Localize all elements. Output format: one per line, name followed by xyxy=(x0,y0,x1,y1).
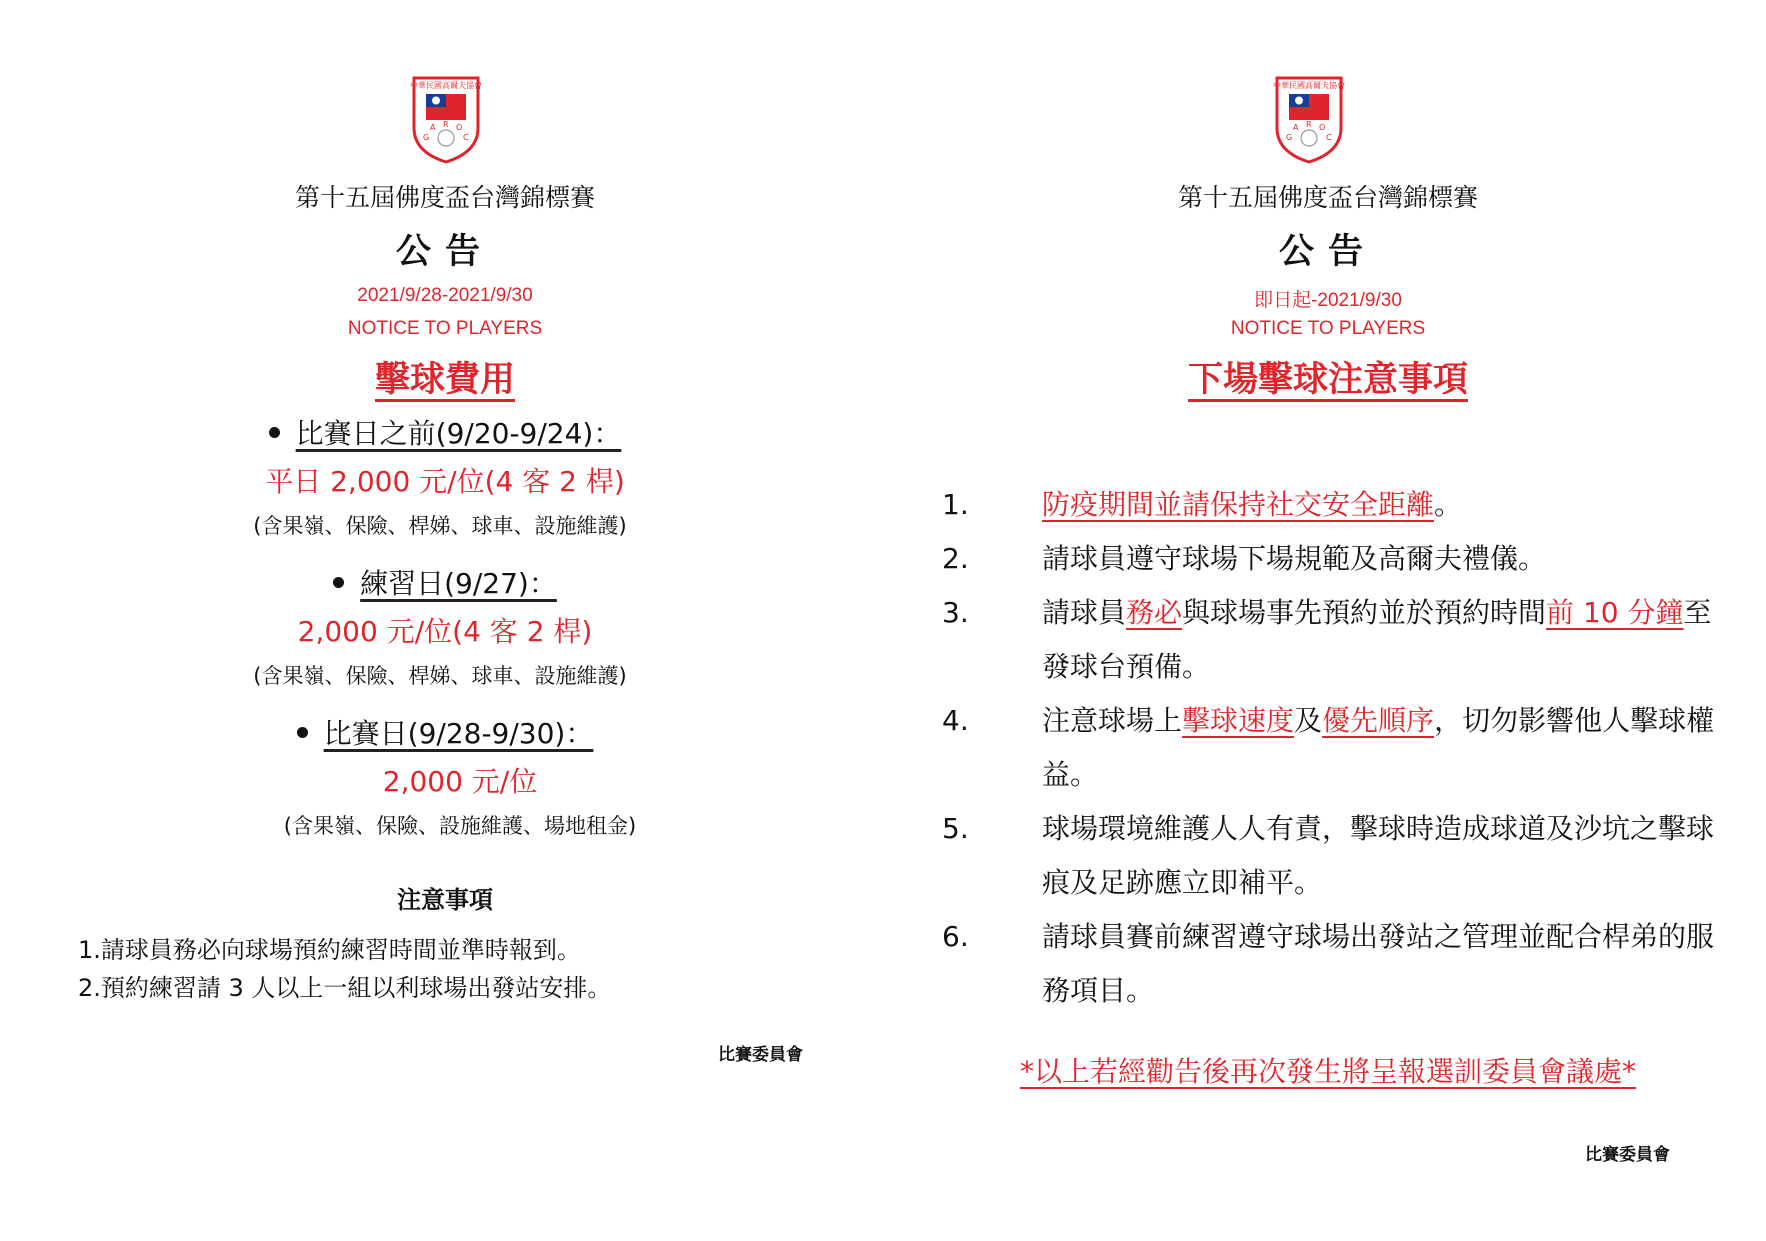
fee-label-text: 比賽日(9/28-9/30)： xyxy=(323,717,594,750)
svg-text:C: C xyxy=(463,133,469,142)
garoc-emblem-icon xyxy=(1269,70,1349,166)
svg-text:R: R xyxy=(443,120,449,129)
rule-text: 防疫期間並請保持社交安全距離。 xyxy=(1042,488,1463,521)
svg-text:O: O xyxy=(1319,123,1326,132)
fee-includes: (含果嶺、保險、桿娣、球車、設施維護) xyxy=(253,664,627,688)
svg-text:G: G xyxy=(423,133,430,142)
bullet-icon xyxy=(297,727,308,738)
note-item: 2.預約練習請 3 人以上一組以利球場出發站安排。 xyxy=(78,974,612,1002)
rule-text: 注意球場上擊球速度及優先順序，切勿影響他人擊球權益。 xyxy=(1042,704,1715,791)
rule-number: 1. xyxy=(942,488,969,521)
date-range: 2021/9/28-2021/9/30 xyxy=(357,285,533,306)
notice-heading: 公告 xyxy=(1278,232,1377,272)
fee-includes: (含果嶺、保險、桿娣、球車、設施維護) xyxy=(253,514,627,538)
fee-label xyxy=(0,712,890,752)
rule-text: 請球員務必與球場事先預約並於預約時間前 10 分鐘至發球台預備。 xyxy=(1042,596,1712,683)
rule-number: 3. xyxy=(942,596,969,629)
svg-text:A: A xyxy=(430,123,436,132)
rule-number: 2. xyxy=(942,542,969,575)
svg-text:中華民國高爾夫協會: 中華民國高爾夫協會 xyxy=(410,81,482,90)
fee-includes: (含果嶺、保險、設施維護、場地租金) xyxy=(283,814,637,838)
section-heading: 下場擊球注意事項 xyxy=(1187,360,1468,400)
fee-price: 2,000 元/位(4 客 2 桿) xyxy=(297,615,593,648)
notice-to-players: NOTICE TO PLAYERS xyxy=(347,318,543,339)
notes-title: 注意事項 xyxy=(397,886,493,914)
svg-text:G: G xyxy=(1286,133,1293,142)
fee-label xyxy=(0,562,890,602)
tournament-title: 第十五屆佛度盃台灣錦標賽 xyxy=(294,183,595,212)
rule-text: 請球員賽前練習遵守球場出發站之管理並配合桿弟的服務項目。 xyxy=(1042,920,1715,1007)
svg-text:A: A xyxy=(1293,123,1299,132)
tournament-title: 第十五屆佛度盃台灣錦標賽 xyxy=(1177,183,1478,212)
fee-price: 平日 2,000 元/位(4 客 2 桿) xyxy=(265,465,625,498)
date-range: 即日起-2021/9/30 xyxy=(1254,290,1402,311)
committee-signature: 比賽委員會 xyxy=(718,1045,803,1065)
rule-number: 4. xyxy=(942,704,969,737)
garoc-emblem-icon xyxy=(406,70,486,166)
bullet-icon xyxy=(269,427,280,438)
rule-text: 請球員遵守球場下場規範及高爾夫禮儀。 xyxy=(1042,542,1547,575)
warning-text: *以上若經勸告後再次發生將呈報選訓委員會議處* xyxy=(1019,1055,1636,1088)
svg-text:C: C xyxy=(1326,133,1332,142)
rule-number: 6. xyxy=(942,920,969,953)
rule-number: 5. xyxy=(942,812,969,845)
committee-signature: 比賽委員會 xyxy=(1585,1145,1670,1165)
notice-to-players: NOTICE TO PLAYERS xyxy=(1230,318,1426,339)
svg-text:O: O xyxy=(456,123,463,132)
rule-text: 球場環境維護人人有責，擊球時造成球道及沙坑之擊球痕及足跡應立即補平。 xyxy=(1042,812,1715,899)
fee-label-text: 練習日(9/27)： xyxy=(360,567,557,600)
fee-price: 2,000 元/位 xyxy=(382,765,538,798)
note-item: 1.請球員務必向球場預約練習時間並準時報到。 xyxy=(78,936,581,964)
bullet-icon xyxy=(333,577,344,588)
right-notice-panel xyxy=(890,0,1766,1241)
fee-label-text: 比賽日之前(9/20-9/24)： xyxy=(295,417,622,450)
notice-heading: 公告 xyxy=(395,232,494,272)
svg-text:R: R xyxy=(1306,120,1312,129)
fee-label xyxy=(0,412,890,452)
section-heading: 擊球費用 xyxy=(374,360,515,400)
svg-text:中華民國高爾夫協會: 中華民國高爾夫協會 xyxy=(1273,81,1345,90)
